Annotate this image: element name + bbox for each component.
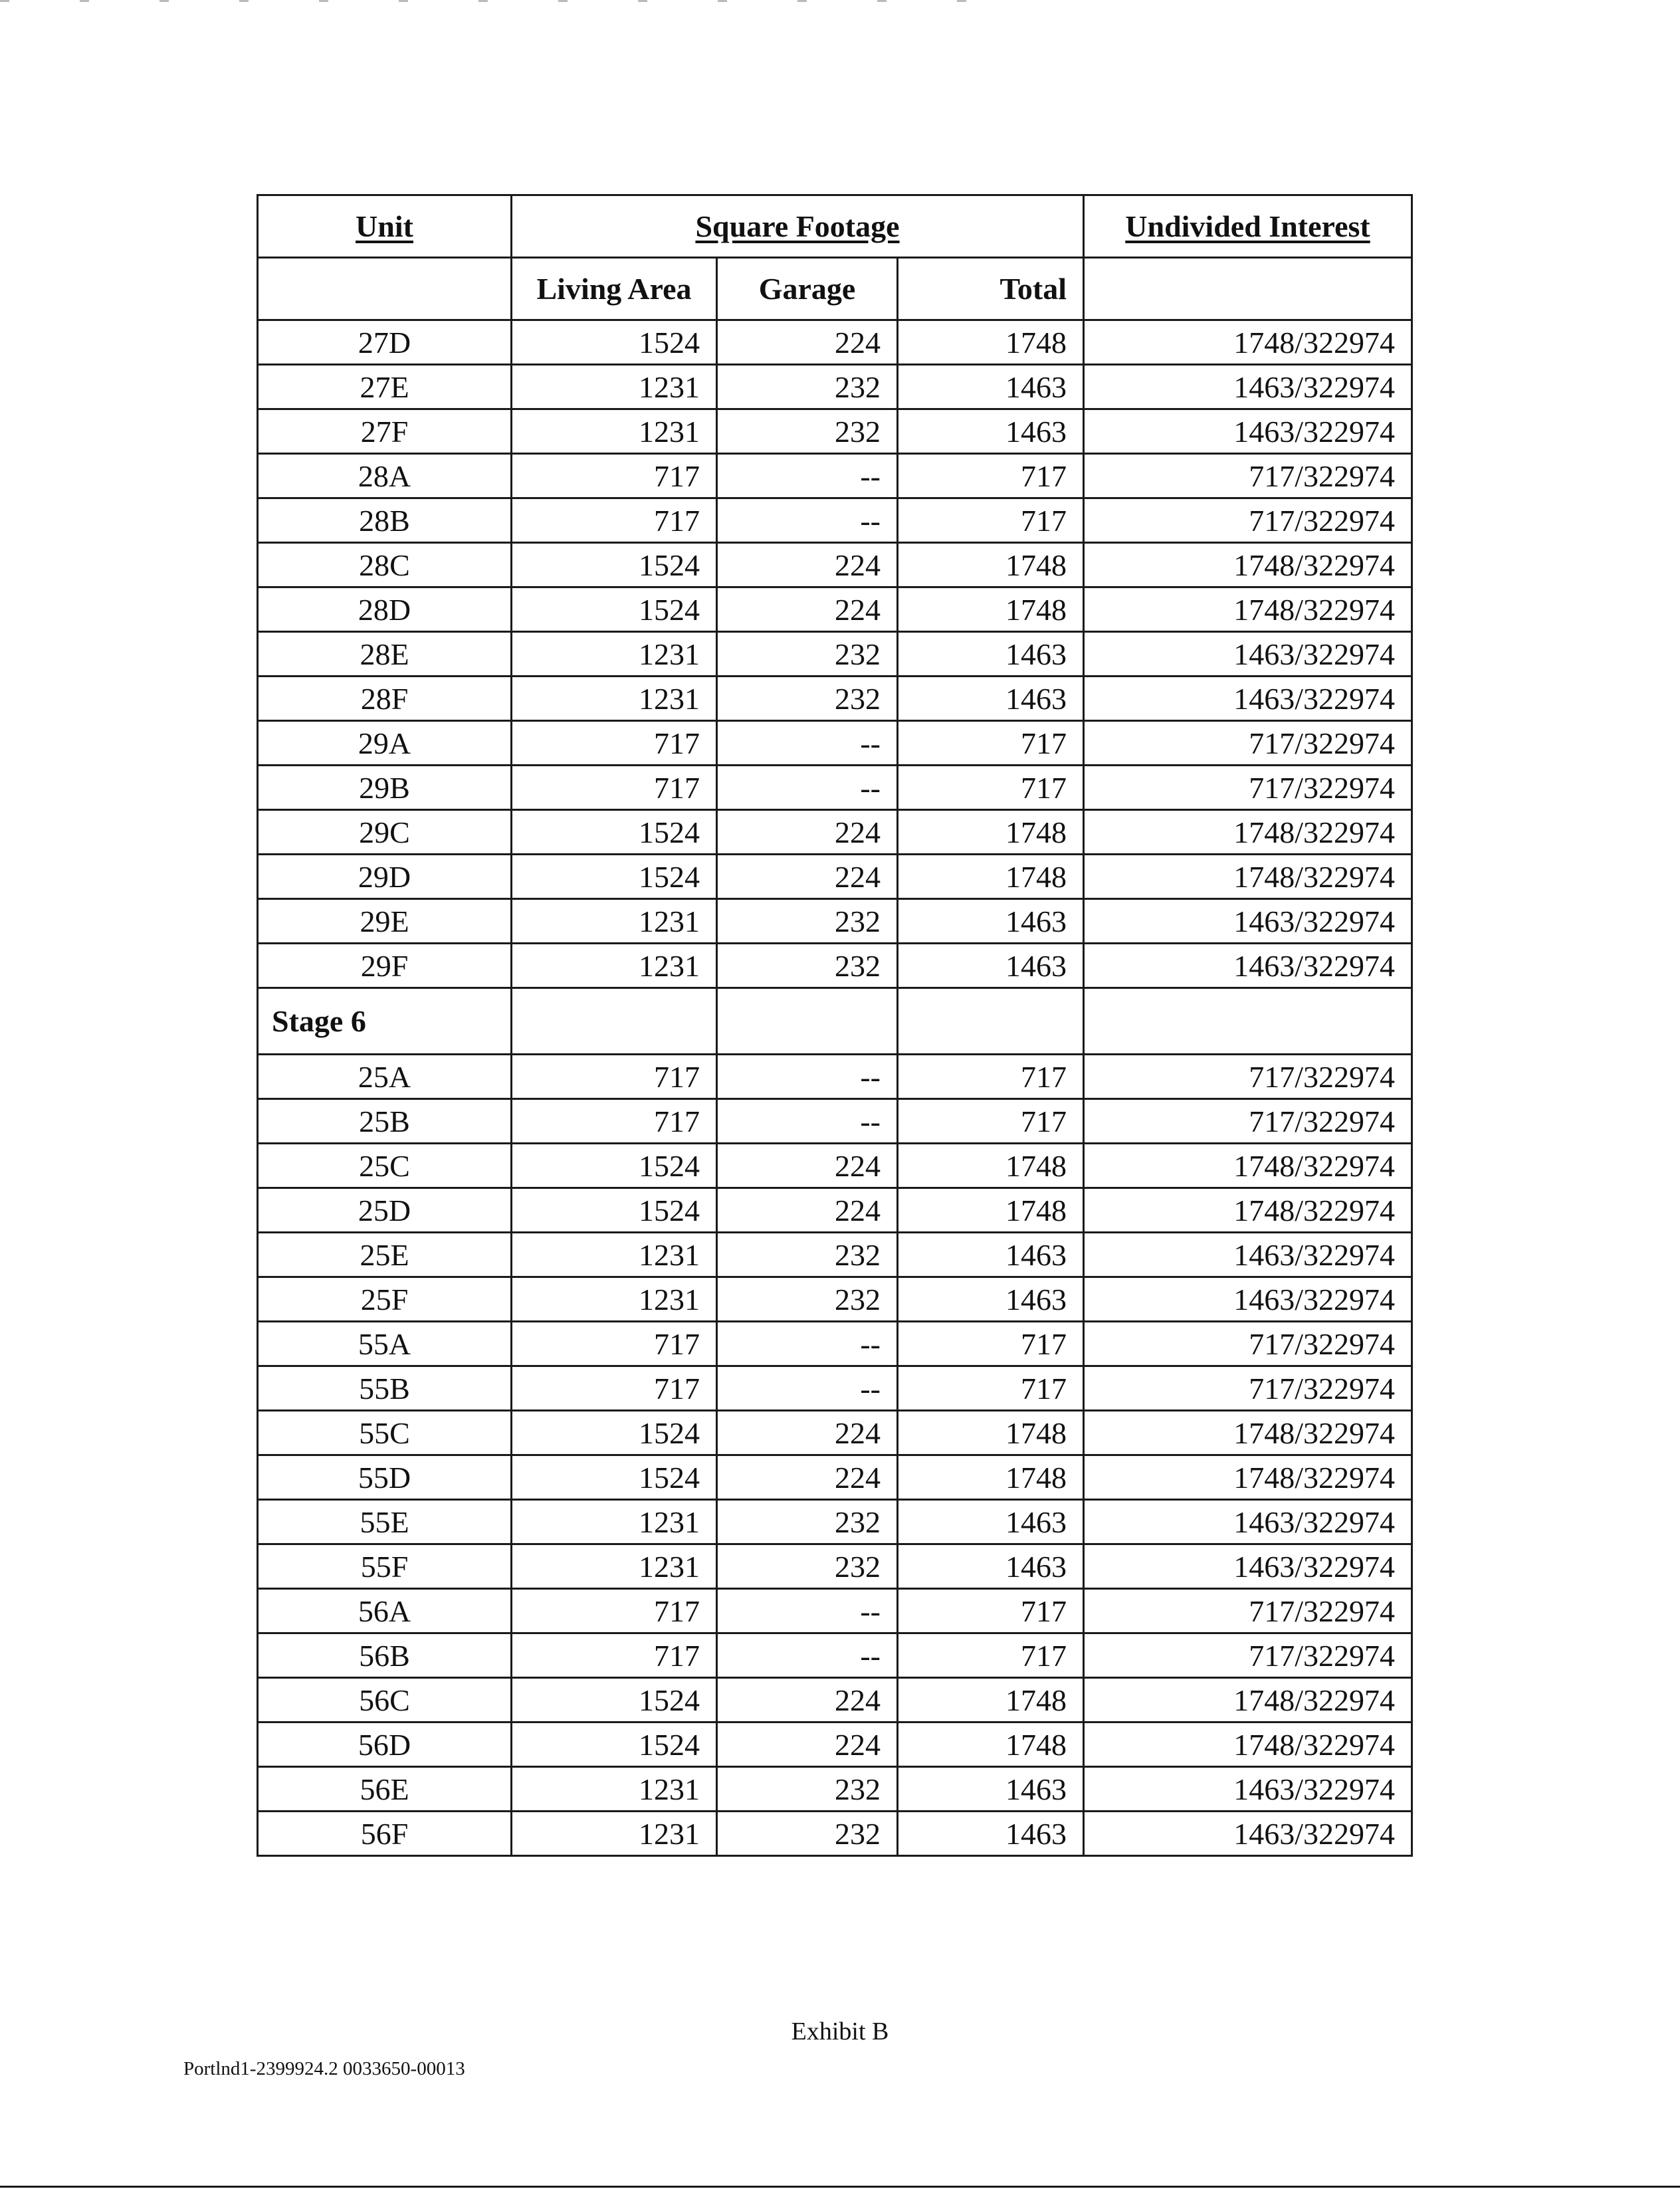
table-row: [258, 1322, 1412, 1366]
garage-cell: 232: [717, 1233, 898, 1277]
garage-cell: 232: [717, 1500, 898, 1544]
garage-cell: 232: [717, 409, 898, 454]
interest-cell: 1748/322974: [1084, 1144, 1412, 1188]
interest-cell: 1463/322974: [1084, 1233, 1412, 1277]
unit-cell: 27E: [258, 365, 512, 409]
interest-cell: 1463/322974: [1084, 409, 1412, 454]
unit-cell: 55A: [258, 1322, 512, 1366]
total-cell: 717: [898, 1322, 1084, 1366]
total-cell: 1463: [898, 1277, 1084, 1322]
interest-cell: 1748/322974: [1084, 1722, 1412, 1767]
unit-cell: 29C: [258, 810, 512, 855]
unit-cell: 29E: [258, 899, 512, 944]
living-area-cell: 1524: [512, 1455, 717, 1500]
living-area-cell: 1524: [512, 1722, 717, 1767]
garage-cell: 224: [717, 1455, 898, 1500]
total-cell: 1748: [898, 1678, 1084, 1722]
living-area-cell: 717: [512, 1055, 717, 1099]
garage-cell: 232: [717, 365, 898, 409]
unit-cell: 29F: [258, 944, 512, 988]
interest-cell: 717/322974: [1084, 498, 1412, 543]
interest-cell: 1463/322974: [1084, 1277, 1412, 1322]
interest-cell: 717/322974: [1084, 1589, 1412, 1633]
undivided-interest-header: Undivided Interest: [1084, 195, 1412, 258]
total-cell: 717: [898, 1366, 1084, 1411]
garage-cell: 224: [717, 1722, 898, 1767]
table-row: [258, 1722, 1412, 1767]
garage-cell: 224: [717, 320, 898, 365]
interest-cell: 1748/322974: [1084, 1188, 1412, 1233]
table-row: [258, 1812, 1412, 1856]
interest-cell: 717/322974: [1084, 766, 1412, 810]
garage-cell: --: [717, 1099, 898, 1144]
total-cell: 1748: [898, 1722, 1084, 1767]
header-row-primary: [258, 195, 1412, 258]
unit-schedule-table: [257, 194, 1413, 1857]
garage-cell: 224: [717, 543, 898, 587]
garage-cell: --: [717, 1366, 898, 1411]
table-row: [258, 587, 1412, 632]
table-row: [258, 1188, 1412, 1233]
living-area-cell: 1231: [512, 1767, 717, 1812]
table-row: [258, 1099, 1412, 1144]
total-cell: 1463: [898, 1544, 1084, 1589]
living-area-cell: 1231: [512, 365, 717, 409]
garage-header: Garage: [717, 258, 898, 320]
garage-cell: 232: [717, 1277, 898, 1322]
total-cell: 1748: [898, 1144, 1084, 1188]
unit-cell: 27F: [258, 409, 512, 454]
living-area-cell: 1231: [512, 1500, 717, 1544]
interest-cell: 1748/322974: [1084, 587, 1412, 632]
table-row: [258, 498, 1412, 543]
table-row: [258, 1233, 1412, 1277]
total-cell: 717: [898, 766, 1084, 810]
interest-cell: 1463/322974: [1084, 365, 1412, 409]
total-cell: 717: [898, 454, 1084, 498]
document-id: Portlnd1-2399924.2 0033650-00013: [183, 2058, 465, 2079]
total-cell: 717: [898, 498, 1084, 543]
interest-cell: 1748/322974: [1084, 855, 1412, 899]
garage-cell: --: [717, 721, 898, 766]
unit-cell: 28F: [258, 677, 512, 721]
garage-cell: 232: [717, 632, 898, 677]
living-area-cell: 1231: [512, 1812, 717, 1856]
stage-section: [258, 988, 1412, 1055]
living-area-cell: 1524: [512, 543, 717, 587]
unit-cell: 29B: [258, 766, 512, 810]
unit-cell: 25F: [258, 1277, 512, 1322]
garage-cell: 224: [717, 587, 898, 632]
living-area-cell: 717: [512, 1589, 717, 1633]
interest-cell: 1748/322974: [1084, 543, 1412, 587]
total-cell: 717: [898, 1099, 1084, 1144]
living-area-cell: 1231: [512, 899, 717, 944]
rows-top: [258, 320, 1412, 988]
interest-cell: 1463/322974: [1084, 677, 1412, 721]
table-row: [258, 899, 1412, 944]
table-row: [258, 1144, 1412, 1188]
interest-cell: 1748/322974: [1084, 320, 1412, 365]
unit-cell: 55E: [258, 1500, 512, 1544]
total-cell: 1463: [898, 899, 1084, 944]
exhibit-label: Exhibit B: [791, 2018, 889, 2045]
total-cell: 1748: [898, 1411, 1084, 1455]
table-row: [258, 1055, 1412, 1099]
living-area-cell: 1231: [512, 1277, 717, 1322]
table-row: [258, 365, 1412, 409]
living-area-cell: 1524: [512, 320, 717, 365]
unit-header: Unit: [258, 195, 512, 258]
table-row: [258, 855, 1412, 899]
header-row-secondary: [258, 258, 1412, 320]
garage-cell: --: [717, 1589, 898, 1633]
stage-empty-cell: [512, 988, 717, 1055]
unit-cell: 28C: [258, 543, 512, 587]
unit-subheader-empty: [258, 258, 512, 320]
living-area-cell: 717: [512, 1322, 717, 1366]
rows-stage: [258, 1055, 1412, 1856]
interest-cell: 1748/322974: [1084, 1455, 1412, 1500]
table-row: [258, 1277, 1412, 1322]
unit-cell: 25B: [258, 1099, 512, 1144]
table-row: [258, 320, 1412, 365]
total-cell: 1463: [898, 1500, 1084, 1544]
living-area-header: Living Area: [512, 258, 717, 320]
total-cell: 1748: [898, 1455, 1084, 1500]
interest-cell: 1463/322974: [1084, 1544, 1412, 1589]
table-row: [258, 1767, 1412, 1812]
table-row: [258, 543, 1412, 587]
interest-cell: 717/322974: [1084, 1322, 1412, 1366]
unit-cell: 29D: [258, 855, 512, 899]
living-area-cell: 1524: [512, 1678, 717, 1722]
unit-cell: 28A: [258, 454, 512, 498]
table-row: [258, 1455, 1412, 1500]
total-cell: 1748: [898, 1188, 1084, 1233]
bottom-rule: [0, 2186, 1680, 2188]
living-area-cell: 1524: [512, 810, 717, 855]
interest-cell: 717/322974: [1084, 1099, 1412, 1144]
garage-cell: --: [717, 454, 898, 498]
interest-cell: 1463/322974: [1084, 1812, 1412, 1856]
total-cell: 1463: [898, 409, 1084, 454]
garage-cell: 224: [717, 855, 898, 899]
garage-cell: 232: [717, 899, 898, 944]
garage-cell: 232: [717, 1544, 898, 1589]
table-row: [258, 1678, 1412, 1722]
unit-cell: 27D: [258, 320, 512, 365]
garage-cell: 224: [717, 810, 898, 855]
table-row: [258, 409, 1412, 454]
interest-cell: 1748/322974: [1084, 810, 1412, 855]
total-cell: 1463: [898, 365, 1084, 409]
living-area-cell: 1231: [512, 677, 717, 721]
interest-cell: 1748/322974: [1084, 1678, 1412, 1722]
unit-cell: 55C: [258, 1411, 512, 1455]
interest-cell: 717/322974: [1084, 454, 1412, 498]
living-area-cell: 1231: [512, 1233, 717, 1277]
garage-cell: --: [717, 1633, 898, 1678]
table-row: [258, 1633, 1412, 1678]
interest-cell: 717/322974: [1084, 1633, 1412, 1678]
interest-cell: 717/322974: [1084, 721, 1412, 766]
living-area-cell: 717: [512, 1633, 717, 1678]
interest-cell: 1463/322974: [1084, 1500, 1412, 1544]
garage-cell: --: [717, 1055, 898, 1099]
living-area-cell: 717: [512, 721, 717, 766]
scan-mark: [0, 0, 970, 2]
table-row: [258, 766, 1412, 810]
unit-cell: 55B: [258, 1366, 512, 1411]
unit-cell: 56B: [258, 1633, 512, 1678]
total-cell: 1748: [898, 320, 1084, 365]
stage-empty-cell: [898, 988, 1084, 1055]
total-cell: 1463: [898, 1812, 1084, 1856]
living-area-cell: 1231: [512, 1544, 717, 1589]
unit-cell: 28E: [258, 632, 512, 677]
unit-cell: 28B: [258, 498, 512, 543]
total-cell: 1748: [898, 810, 1084, 855]
unit-cell: 56E: [258, 1767, 512, 1812]
total-cell: 1463: [898, 632, 1084, 677]
table-row: [258, 944, 1412, 988]
unit-cell: 56D: [258, 1722, 512, 1767]
total-cell: 717: [898, 1055, 1084, 1099]
stage-label: Stage 6: [258, 988, 512, 1055]
garage-cell: 224: [717, 1678, 898, 1722]
unit-cell: 56F: [258, 1812, 512, 1856]
total-cell: 1748: [898, 587, 1084, 632]
table-row: [258, 632, 1412, 677]
table-row: [258, 1366, 1412, 1411]
garage-cell: --: [717, 766, 898, 810]
interest-cell: 1463/322974: [1084, 944, 1412, 988]
unit-cell: 55F: [258, 1544, 512, 1589]
interest-cell: 1463/322974: [1084, 1767, 1412, 1812]
garage-cell: 232: [717, 1767, 898, 1812]
living-area-cell: 717: [512, 498, 717, 543]
total-cell: 1463: [898, 1767, 1084, 1812]
garage-cell: 232: [717, 1812, 898, 1856]
table-row: [258, 721, 1412, 766]
interest-cell: 717/322974: [1084, 1366, 1412, 1411]
living-area-cell: 1524: [512, 587, 717, 632]
unit-cell: 28D: [258, 587, 512, 632]
garage-cell: --: [717, 1322, 898, 1366]
living-area-cell: 717: [512, 1099, 717, 1144]
living-area-cell: 1524: [512, 855, 717, 899]
table-row: [258, 677, 1412, 721]
interest-cell: 1463/322974: [1084, 632, 1412, 677]
living-area-cell: 717: [512, 766, 717, 810]
total-cell: 717: [898, 1589, 1084, 1633]
living-area-cell: 1231: [512, 944, 717, 988]
garage-cell: 224: [717, 1144, 898, 1188]
garage-cell: 224: [717, 1411, 898, 1455]
unit-cell: 56A: [258, 1589, 512, 1633]
living-area-cell: 1524: [512, 1411, 717, 1455]
total-cell: 717: [898, 721, 1084, 766]
living-area-cell: 1524: [512, 1188, 717, 1233]
square-footage-header: Square Footage: [512, 195, 1084, 258]
living-area-cell: 717: [512, 454, 717, 498]
unit-cell: 25A: [258, 1055, 512, 1099]
table-row: [258, 1500, 1412, 1544]
stage-empty-cell: [717, 988, 898, 1055]
garage-cell: 232: [717, 677, 898, 721]
garage-cell: --: [717, 498, 898, 543]
unit-cell: 55D: [258, 1455, 512, 1500]
total-cell: 1463: [898, 677, 1084, 721]
interest-subheader-empty: [1084, 258, 1412, 320]
table-row: [258, 810, 1412, 855]
total-header: Total: [898, 258, 1084, 320]
living-area-cell: 1231: [512, 632, 717, 677]
stage-row: [258, 988, 1412, 1055]
total-cell: 1748: [898, 855, 1084, 899]
garage-cell: 224: [717, 1188, 898, 1233]
interest-cell: 1463/322974: [1084, 899, 1412, 944]
unit-cell: 29A: [258, 721, 512, 766]
unit-cell: 25D: [258, 1188, 512, 1233]
total-cell: 717: [898, 1633, 1084, 1678]
total-cell: 1748: [898, 543, 1084, 587]
stage-empty-cell: [1084, 988, 1412, 1055]
total-cell: 1463: [898, 1233, 1084, 1277]
living-area-cell: 717: [512, 1366, 717, 1411]
unit-cell: 25E: [258, 1233, 512, 1277]
interest-cell: 717/322974: [1084, 1055, 1412, 1099]
table-row: [258, 454, 1412, 498]
table-row: [258, 1411, 1412, 1455]
unit-cell: 56C: [258, 1678, 512, 1722]
unit-cell: 25C: [258, 1144, 512, 1188]
garage-cell: 232: [717, 944, 898, 988]
total-cell: 1463: [898, 944, 1084, 988]
table-row: [258, 1589, 1412, 1633]
living-area-cell: 1231: [512, 409, 717, 454]
table-row: [258, 1544, 1412, 1589]
interest-cell: 1748/322974: [1084, 1411, 1412, 1455]
living-area-cell: 1524: [512, 1144, 717, 1188]
